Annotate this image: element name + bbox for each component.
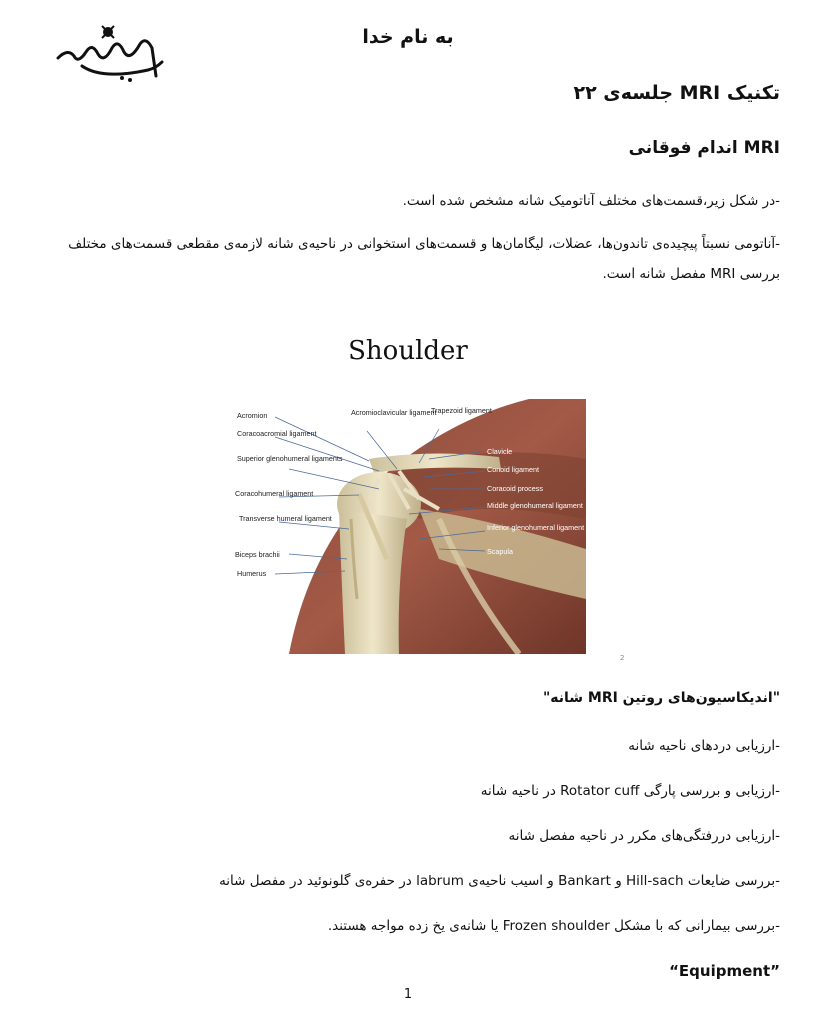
basmala: به نام خدا: [362, 26, 454, 48]
figure-mark: 2: [620, 654, 625, 662]
label-transverse-humeral: Transverse humeral ligament: [239, 514, 332, 523]
paragraph-2: -آناتومی نسبتاً پیچیده‌ی تاندون‌ها، عضلات، لیگامان‌ها و قسمت‌های استخوانی در ناحیه‌ی شانه لازمه‌ی مقطعی قسمت‌های مختلف بررسی MRI مفصل شانه است.: [68, 236, 780, 282]
page-number: 1: [403, 987, 413, 1002]
figure-title: Shoulder: [348, 336, 468, 366]
equipment-heading: “Equipment”: [669, 962, 780, 980]
label-inferior-glenohumeral: Inferior glenohumeral ligament: [487, 523, 585, 532]
indications-heading: "اندیکاسیون‌های روتین MRI شانه": [542, 690, 780, 706]
list-item: -ارزیابی دررفتگی‌های مکرر در ناحیه مفصل شانه: [508, 828, 780, 844]
label-biceps-brachii: Biceps brachii: [235, 550, 280, 559]
label-scapula: Scapula: [487, 547, 513, 556]
label-coracoid: Coracoid process: [487, 484, 543, 493]
label-trapezoid: Trapezoid ligament: [431, 406, 492, 415]
label-acromion: Acromion: [237, 411, 268, 420]
paragraph-1: -در شکل زیر،قسمت‌های مختلف آناتومیک شانه مشخص شده است.: [402, 193, 780, 209]
list-item: -بررسی ضایعات Hill-sach و Bankart و اسیب ناحیه‌ی labrum در حفره‌ی گلونوئید در مفصل شانه: [219, 873, 780, 889]
list-item: -بررسی بیمارانی که با مشکل Frozen shoulder یا شانه‌ی یخ زده مواجه هستند.: [327, 918, 780, 934]
section-title: MRI اندام فوقانی: [628, 138, 780, 158]
shoulder-anatomy-figure: [229, 399, 586, 654]
page-title: تکنیک MRI جلسه‌ی ۲۲: [573, 82, 780, 104]
label-acromioclavicular: Acromioclavicular ligament: [351, 408, 437, 417]
list-item: -ارزیابی دردهای ناحیه شانه: [628, 738, 780, 754]
label-superior-glenohumeral: Superior glenohumeral ligaments: [237, 454, 343, 463]
label-coracoacromial: Coracoacromial ligament: [237, 429, 317, 438]
list-item: -ارزیابی و بررسی پارگی Rotator cuff در ناحیه شانه: [480, 783, 780, 799]
logo: [52, 18, 168, 90]
label-clavicle: Clavicle: [487, 447, 513, 456]
label-humerus: Humerus: [237, 569, 267, 578]
label-conoid: Conoid ligament: [487, 465, 539, 474]
label-middle-glenohumeral: Middle glenohumeral ligament: [487, 501, 583, 510]
label-coracohumeral: Coracohumeral ligament: [235, 489, 314, 498]
